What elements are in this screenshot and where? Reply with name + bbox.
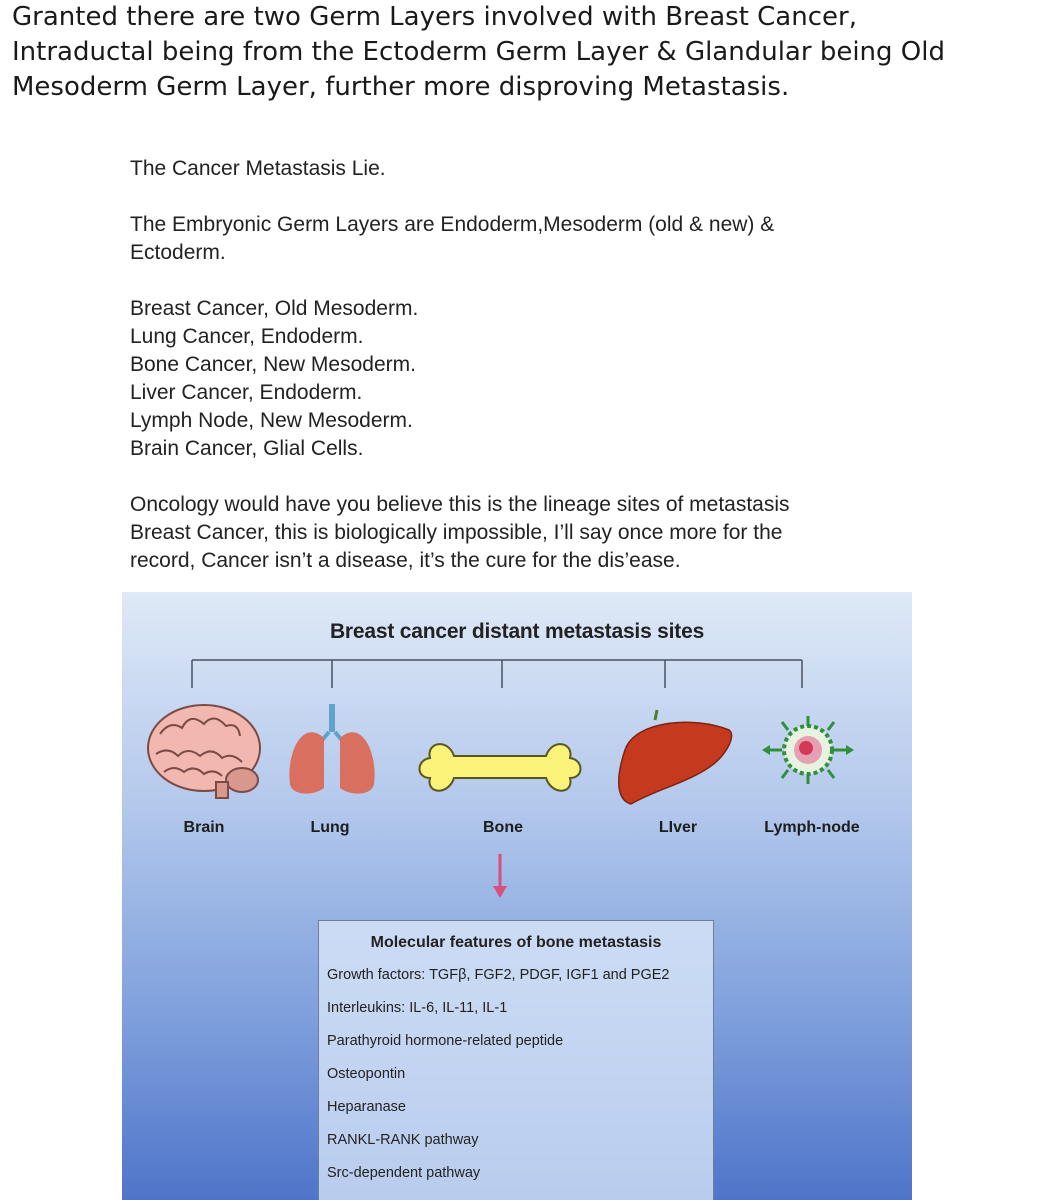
connector-lines xyxy=(192,660,802,688)
list-item: Lung Cancer, Endoderm. xyxy=(130,325,364,348)
lymph-node-icon xyxy=(762,716,854,784)
molecular-feature-item: RANKL-RANK pathway xyxy=(327,1132,479,1148)
list-item: Breast Cancer, Old Mesoderm. xyxy=(130,297,419,320)
lungs-icon xyxy=(289,704,374,794)
molecular-feature-item: Heparanase xyxy=(327,1099,406,1115)
article-title: The Cancer Metastasis Lie. xyxy=(130,157,386,180)
intro-line: The Embryonic Germ Layers are Endoderm,Mesoderm (old & new) & xyxy=(130,213,775,236)
down-arrow-icon xyxy=(493,854,507,898)
article-text xyxy=(130,155,950,575)
site-label-liver: LIver xyxy=(658,819,698,836)
post-caption xyxy=(12,0,1032,105)
molecular-features-box xyxy=(318,920,714,1200)
list-item: Bone Cancer, New Mesoderm. xyxy=(130,353,416,376)
conclusion-line: Breast Cancer, this is biologically impossible, I’ll say once more for the xyxy=(130,521,783,544)
bone-icon xyxy=(420,744,581,791)
site-label-brain: Brain xyxy=(183,819,225,836)
site-label-lymph-node: Lymph-node xyxy=(764,819,860,836)
metastasis-figure xyxy=(122,592,912,1200)
molecular-feature-item: Src-dependent pathway xyxy=(327,1165,481,1181)
site-label-bone: Bone xyxy=(483,819,523,836)
molecular-feature-item: Interleukins: IL-6, IL-11, IL-1 xyxy=(327,1000,508,1016)
molecular-feature-item: Growth factors: TGFβ, FGF2, PDGF, IGF1 and PGE2 xyxy=(327,967,670,983)
caption-line: Intraductal being from the Ectoderm Germ Layer & Glandular being Old xyxy=(12,37,945,67)
caption-line: Mesoderm Germ Layer, further more disproving Metastasis. xyxy=(12,72,790,102)
conclusion-line: Oncology would have you believe this is the lineage sites of metastasis xyxy=(130,493,790,516)
figure-title: Breast cancer distant metastasis sites xyxy=(329,620,705,643)
intro-line: Ectoderm. xyxy=(130,241,226,264)
site-label-lung: Lung xyxy=(310,819,350,836)
liver-icon xyxy=(619,710,732,804)
list-item: Lymph Node, New Mesoderm. xyxy=(130,409,413,432)
molecular-feature-item: Parathyroid hormone-related peptide xyxy=(327,1033,564,1049)
molecular-features-title: Molecular features of bone metastasis xyxy=(370,934,662,951)
list-item: Brain Cancer, Glial Cells. xyxy=(130,437,364,460)
molecular-feature-item: Osteopontin xyxy=(327,1066,406,1082)
conclusion-line: record, Cancer isn’t a disease, it’s the cure for the dis’ease. xyxy=(130,549,681,572)
caption-line: Granted there are two Germ Layers involved with Breast Cancer, xyxy=(12,2,857,32)
list-item: Liver Cancer, Endoderm. xyxy=(130,381,363,404)
brain-icon xyxy=(148,705,260,798)
